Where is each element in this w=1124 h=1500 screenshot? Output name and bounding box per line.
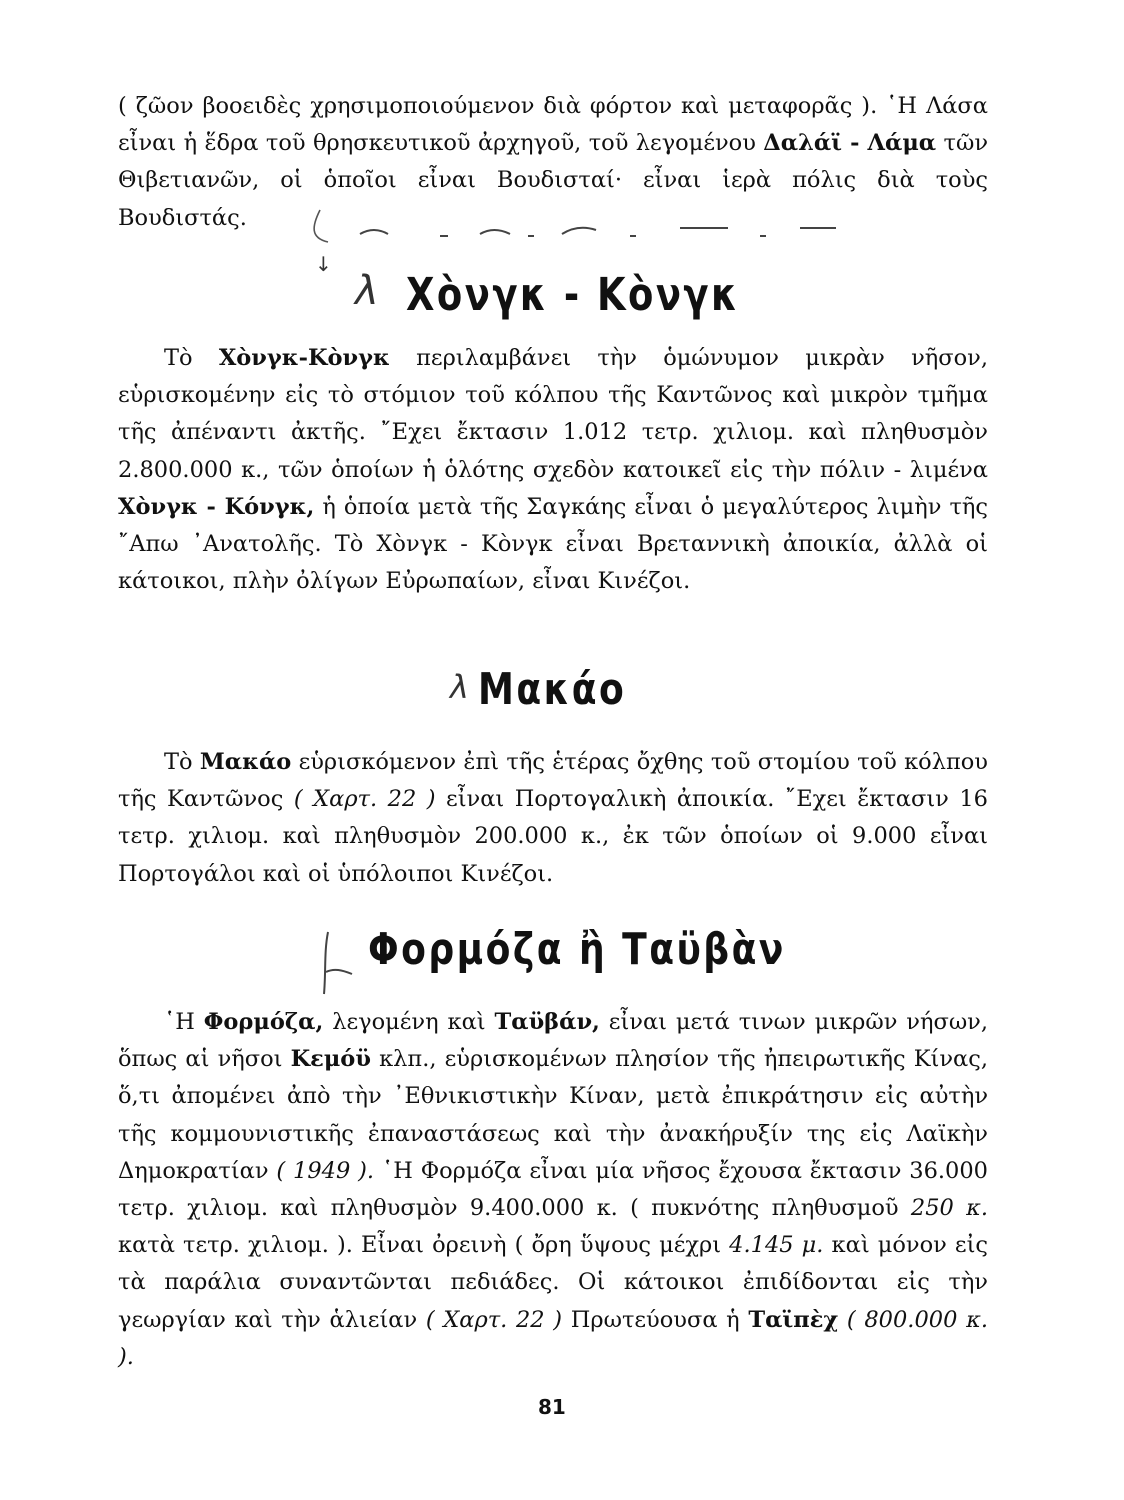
formosa-bold-kemoy: Κεμόϋ (290, 1046, 371, 1073)
formosa-italic-height: 4.145 μ. (729, 1232, 824, 1259)
macao-bold-name: Μακάο (199, 749, 292, 775)
pencil-mark-icon: λ (355, 268, 379, 314)
formosa-text: ῾Η (164, 1009, 204, 1035)
hk-bold-name: Χὸνγκ-Κὸνγκ (218, 345, 390, 371)
formosa-text: Πρωτεύουσα ἡ (562, 1306, 749, 1333)
formosa-bold-taiwan: Ταϋβάν, (494, 1009, 600, 1035)
pencil-bracket-icon (318, 928, 358, 998)
formosa-bold-capital: Ταϊπὲχ (748, 1306, 839, 1333)
intro-bold-dalai-lama: Δαλάϊ - Λάμα (763, 130, 937, 157)
page-number: 81 (538, 1395, 566, 1419)
intro-text: ( ζῶον βοοειδὲς χρησιμοποιούμενον διὰ φόρτον καὶ μεταφορᾶς ). ῾Η Λάσα εἶναι ἡ ἕδρα τοῦ θρησκευτικοῦ ἀρχηγοῦ, τοῦ λεγομένου (118, 93, 988, 157)
macao-paragraph (118, 744, 988, 893)
heading-macao: Μακάο (478, 664, 627, 715)
hk-text: ἡ ὁποία μετὰ τῆς Σαγκάης εἶναι ὁ μεγαλύτερος λιμὴν τῆς ῎Απω ᾿Ανατολῆς. Τὸ Χὸνγκ - Κὸνγκ εἶναι Βρεταννικὴ ἀποικία, ἀλλὰ οἱ κάτοικοι, πλὴν ὀλίγων Εὐρωπαίων, εἶναι Κινέζοι. (118, 493, 988, 595)
hk-text: περιλαμβάνει τὴν ὁμώνυμον μικρὰν νῆσον, εὑρισκομένην εἰς τὸ στόμιον τοῦ κόλπου τῆς Καντῶνος καὶ μικρὸν τμῆμα τῆς ἀπέναντι ἀκτῆς. ῎Εχει ἔκτασιν 1.012 τετρ. χιλιομ. καὶ πληθυσμὸν 2.800.000 κ., τῶν ὁποίων ἡ ὁλότης σχεδὸν κατοικεῖ εἰς τὴν πόλιν - λιμένα (118, 345, 988, 483)
formosa-italic-density: 250 κ. (910, 1195, 988, 1222)
formosa-text: λεγομένη καὶ (323, 1009, 495, 1035)
formosa-text: εἶναι μετά τινων μικρῶν νήσων, ὅπως αἱ νῆσοι (118, 1009, 988, 1073)
formosa-text: καὶ μόνον εἰς τὰ παράλια συναντῶνται πεδιάδες. Οἱ κάτοικοι ἐπιδίδονται εἰς τὴν γεωργίαν καὶ τὴν ἁλιείαν (118, 1232, 988, 1333)
formosa-text: κλπ., εὑρισκομένων πλησίον τῆς ἠπειρωτικῆς Κίνας, ὅ,τι ἀπομένει ἀπὸ τὴν ᾿Εθνικιστικὴν Κίναν, μετὰ ἐπικράτησιν εἰς αὐτὴν τῆς κομμουνιστικῆς ἐπαναστάσεως καὶ τὴν ἀνακήρυξίν της εἰς Λαϊκὴν Δημοκρατίαν (118, 1046, 988, 1184)
formosa-text: ῾Η Φορμόζα εἶναι μία νῆσος ἔχουσα ἔκτασιν 36.000 τετρ. χιλιομ. καὶ πληθυσμὸν 9.400.000 κ. ( πυκνότης πληθυσμοῦ (118, 1157, 988, 1222)
pencil-arrow-icon: ↓ (315, 252, 332, 276)
macao-text: εἶναι Πορτογαλικὴ ἀποικία. ῎Εχει ἔκτασιν 16 τετρ. χιλιομ. καὶ πληθυσμὸν 200.000 κ., ἐκ τῶν ὁποίων οἱ 9.000 εἶναι Πορτογάλοι καὶ οἱ ὑπόλοιποι Κινέζοι. (118, 786, 988, 887)
heading-hong-kong: Χὸνγκ - Κὸνγκ (406, 268, 740, 321)
pencil-scribble-icon (300, 208, 860, 252)
formosa-italic-year: ( 1949 ). (276, 1157, 375, 1184)
hk-text: Τὸ (164, 345, 219, 371)
formosa-italic-map-ref: ( Χαρτ. 22 ) (425, 1306, 563, 1333)
formosa-italic-population: ( 800.000 κ. ). (118, 1306, 988, 1370)
pencil-mark-icon: λ (450, 668, 469, 706)
heading-formosa: Φορμόζα ἢ Ταϋβὰν (368, 924, 786, 975)
hong-kong-paragraph (118, 340, 988, 600)
formosa-bold-name: Φορμόζα, (203, 1009, 324, 1035)
hk-bold-city: Χὸνγκ - Κόνγκ, (118, 493, 315, 520)
macao-italic-map-ref: ( Χαρτ. 22 ) (293, 786, 436, 813)
intro-text: τῶν Θιβετιανῶν, οἱ ὁποῖοι εἶναι Βουδισταί· εἶναι ἱερὰ πόλις διὰ τοὺς Βουδιστάς. (118, 130, 989, 231)
macao-text: Τὸ (164, 749, 200, 775)
formosa-paragraph (118, 1004, 988, 1376)
formosa-text: κατὰ τετρ. χιλιομ. ). Εἶναι ὀρεινὴ ( ὄρη ὕψους μέχρι (118, 1232, 730, 1259)
macao-text: εὑρισκόμενον ἐπὶ τῆς ἑτέρας ὄχθης τοῦ στομίου τοῦ κόλπου τῆς Καντῶνος (118, 749, 988, 813)
